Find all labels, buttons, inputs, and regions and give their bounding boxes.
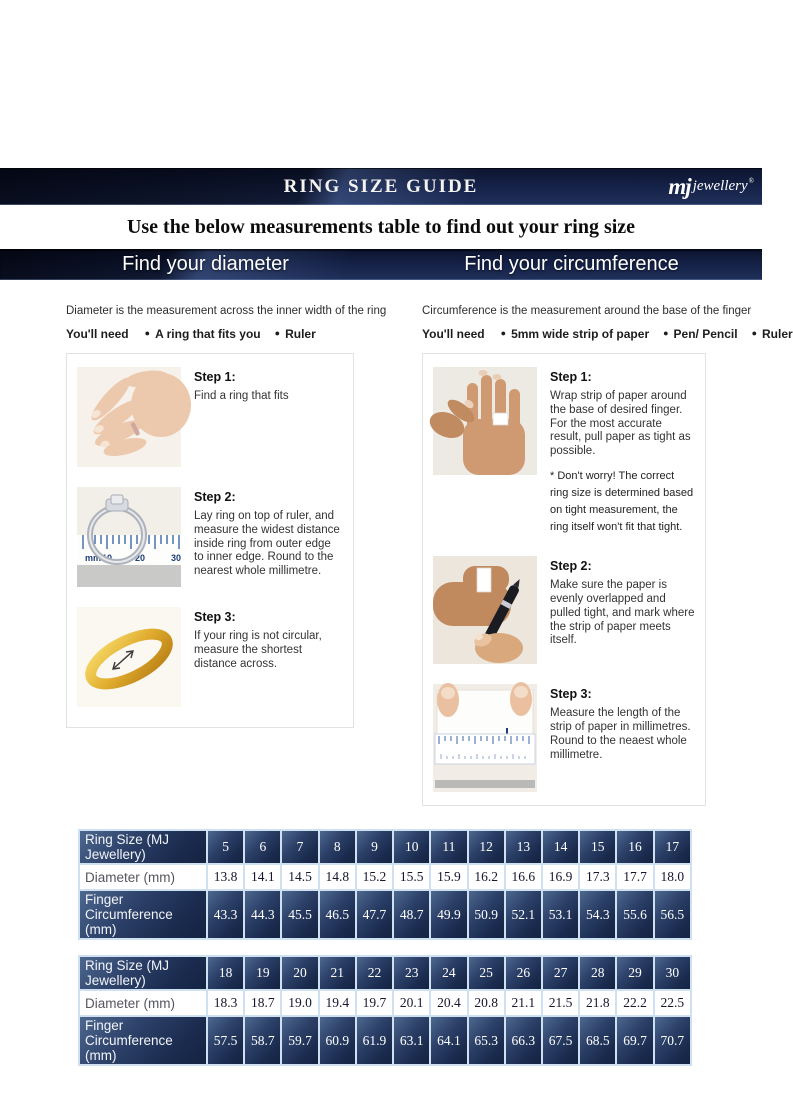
value-cell: 63.1 <box>393 1016 430 1065</box>
diameter-step-2 <box>77 487 343 587</box>
value-cell: 61.9 <box>356 1016 393 1065</box>
value-cell: 13.8 <box>207 864 244 890</box>
top-whitespace <box>0 0 762 168</box>
gold-ring-photo <box>77 607 181 707</box>
bullet-icon: ● <box>500 328 507 338</box>
need-item-label: Ruler <box>285 327 316 341</box>
value-cell: 22.2 <box>616 990 653 1016</box>
value-cell: 20.1 <box>393 990 430 1016</box>
value-cell: 19.0 <box>281 990 318 1016</box>
value-cell: 16 <box>616 830 653 864</box>
header-bar <box>0 168 762 205</box>
table-row <box>79 830 691 864</box>
value-cell: 50.9 <box>468 890 505 939</box>
step-body: If your ring is not circular, measure the shortest distance across. <box>194 630 322 670</box>
value-cell: 14.8 <box>319 864 356 890</box>
ring-on-ruler-photo <box>77 487 181 587</box>
value-cell: 15.2 <box>356 864 393 890</box>
step-body: Make sure the paper is evenly overlapped and pulled tight, and mark where the strip of paper meets itself. <box>550 579 695 647</box>
need-item-label: 5mm wide strip of paper <box>511 327 650 341</box>
table-row <box>79 956 691 990</box>
bullet-icon: ● <box>663 328 669 338</box>
circumference-need-line <box>422 327 793 341</box>
value-cell: 69.7 <box>616 1016 653 1065</box>
svg-text:mm: mm <box>85 553 102 563</box>
need-label: You'll need <box>422 327 485 341</box>
value-cell: 25 <box>468 956 505 990</box>
circumference-column <box>422 305 793 806</box>
value-cell: 23 <box>393 956 430 990</box>
value-cell: 55.6 <box>616 890 653 939</box>
row-label: Ring Size (MJ Jewellery) <box>79 830 207 864</box>
row-label: Finger Circumference (mm) <box>79 890 207 939</box>
value-cell: 21.8 <box>579 990 616 1016</box>
step-title: Step 2: <box>550 559 592 574</box>
circumference-step-2 <box>433 556 695 664</box>
value-cell: 14.1 <box>244 864 281 890</box>
paper-wrap-photo <box>433 367 537 536</box>
value-cell: 60.9 <box>319 1016 356 1065</box>
brand-logo <box>668 168 754 205</box>
step-text <box>550 367 695 536</box>
value-cell: 11 <box>430 830 467 864</box>
diameter-step-3 <box>77 607 343 707</box>
step-body: Find a ring that fits <box>194 390 289 402</box>
diameter-column <box>66 305 387 806</box>
value-cell: 14.5 <box>281 864 318 890</box>
guide-columns <box>0 280 793 806</box>
step-text <box>194 487 343 587</box>
value-cell: 14 <box>542 830 579 864</box>
ring-size-table-1 <box>78 829 692 940</box>
value-cell: 18.3 <box>207 990 244 1016</box>
value-cell: 43.3 <box>207 890 244 939</box>
ring-size-table-2 <box>78 955 692 1066</box>
value-cell: 19 <box>244 956 281 990</box>
value-cell: 15.9 <box>430 864 467 890</box>
table-row <box>79 1016 691 1065</box>
registered-trademark-icon: ® <box>748 177 754 185</box>
step-title: Step 1: <box>194 370 236 384</box>
value-cell: 24 <box>430 956 467 990</box>
step-text <box>194 367 343 467</box>
step-text <box>550 684 695 792</box>
value-cell: 15 <box>579 830 616 864</box>
svg-text:10: 10 <box>102 553 113 563</box>
value-cell: 70.7 <box>654 1016 691 1065</box>
table-row <box>79 890 691 939</box>
value-cell: 56.5 <box>654 890 691 939</box>
pen-mark-photo <box>433 556 537 664</box>
need-item <box>145 327 261 341</box>
value-cell: 21.5 <box>542 990 579 1016</box>
need-item <box>663 327 737 341</box>
table-row <box>79 864 691 890</box>
value-cell: 22.5 <box>654 990 691 1016</box>
subtitle-text: Use the below measurements table to find out your ring size <box>126 215 636 238</box>
step-title: Step 3: <box>550 687 592 702</box>
value-cell: 47.7 <box>356 890 393 939</box>
need-item <box>752 327 793 341</box>
value-cell: 64.1 <box>430 1016 467 1065</box>
row-label: Diameter (mm) <box>79 864 207 890</box>
table-row <box>79 990 691 1016</box>
value-cell: 16.2 <box>468 864 505 890</box>
value-cell: 18.0 <box>654 864 691 890</box>
step-title: Step 2: <box>194 490 236 504</box>
value-cell: 27 <box>542 956 579 990</box>
value-cell: 45.5 <box>281 890 318 939</box>
logo-jewellery-text: jewellery <box>692 178 748 194</box>
row-label: Diameter (mm) <box>79 990 207 1016</box>
svg-text:20: 20 <box>135 553 146 563</box>
section-header-bar <box>0 249 762 280</box>
step-body: Measure the length of the strip of paper in millimetres. Round to the neaest whole millimetre. <box>550 707 691 761</box>
value-cell: 53.1 <box>542 890 579 939</box>
value-cell: 12 <box>468 830 505 864</box>
value-cell: 5 <box>207 830 244 864</box>
value-cell: 16.9 <box>542 864 579 890</box>
value-cell: 21 <box>319 956 356 990</box>
step-text <box>550 556 695 664</box>
value-cell: 20.4 <box>430 990 467 1016</box>
need-item-label: Ruler <box>762 327 793 341</box>
value-cell: 18.7 <box>244 990 281 1016</box>
value-cell: 21.1 <box>505 990 542 1016</box>
value-cell: 19.4 <box>319 990 356 1016</box>
value-cell: 29 <box>616 956 653 990</box>
circumference-step-1 <box>433 367 695 536</box>
need-label: You'll need <box>66 327 129 341</box>
value-cell: 68.5 <box>579 1016 616 1065</box>
value-cell: 17.3 <box>579 864 616 890</box>
value-cell: 49.9 <box>430 890 467 939</box>
bullet-icon: ● <box>274 328 281 338</box>
value-cell: 26 <box>505 956 542 990</box>
value-cell: 16.6 <box>505 864 542 890</box>
need-item-label: Pen/ Pencil <box>673 327 738 341</box>
step-body: Wrap strip of paper around the base of desired finger. For the most accurate result, pull paper as tight as possible. <box>550 390 691 458</box>
section-title-circumference: Find your circumference <box>464 253 679 275</box>
value-cell: 28 <box>579 956 616 990</box>
value-cell: 58.7 <box>244 1016 281 1065</box>
value-cell: 46.5 <box>319 890 356 939</box>
page-title: RING SIZE GUIDE <box>283 175 479 197</box>
value-cell: 65.3 <box>468 1016 505 1065</box>
value-cell: 48.7 <box>393 890 430 939</box>
value-cell: 66.3 <box>505 1016 542 1065</box>
circumference-intro: Circumference is the measurement around the base of the finger <box>422 305 752 317</box>
value-cell: 17.7 <box>616 864 653 890</box>
subtitle-band <box>0 205 762 249</box>
value-cell: 54.3 <box>579 890 616 939</box>
value-cell: 10 <box>393 830 430 864</box>
need-item <box>275 327 316 341</box>
value-cell: 20 <box>281 956 318 990</box>
logo-mj-text: mj <box>668 173 691 199</box>
svg-text:30: 30 <box>171 553 182 563</box>
value-cell: 57.5 <box>207 1016 244 1065</box>
value-cell: 9 <box>356 830 393 864</box>
value-cell: 19.7 <box>356 990 393 1016</box>
value-cell: 17 <box>654 830 691 864</box>
row-label: Finger Circumference (mm) <box>79 1016 207 1065</box>
step-title: Step 3: <box>194 610 236 624</box>
value-cell: 20.8 <box>468 990 505 1016</box>
value-cell: 44.3 <box>244 890 281 939</box>
bullet-icon: ● <box>144 328 151 338</box>
value-cell: 52.1 <box>505 890 542 939</box>
need-item <box>501 327 649 341</box>
need-item-label: A ring that fits you <box>155 327 261 341</box>
diameter-steps-box <box>66 353 354 728</box>
value-cell: 59.7 <box>281 1016 318 1065</box>
ruler-measure-photo <box>433 684 537 792</box>
value-cell: 6 <box>244 830 281 864</box>
value-cell: 8 <box>319 830 356 864</box>
step-note: * Don't worry! The correct ring size is determined based on tight measurement, the ring itself won't fit that tight. <box>550 469 694 534</box>
step-title: Step 1: <box>550 370 592 384</box>
value-cell: 67.5 <box>542 1016 579 1065</box>
hand-with-ring-photo <box>77 367 181 467</box>
value-cell: 7 <box>281 830 318 864</box>
circumference-steps-box <box>422 353 706 806</box>
step-body: Lay ring on top of ruler, and measure the widest distance inside ring from outer edge to inner edge. Round to the nearest whole millimetre. <box>194 510 340 578</box>
diameter-step-1 <box>77 367 343 467</box>
diameter-need-line <box>66 327 354 341</box>
circumference-step-3 <box>433 684 695 792</box>
value-cell: 15.5 <box>393 864 430 890</box>
bullet-icon: ● <box>751 328 758 338</box>
value-cell: 22 <box>356 956 393 990</box>
row-label: Ring Size (MJ Jewellery) <box>79 956 207 990</box>
diameter-intro: Diameter is the measurement across the inner width of the ring <box>66 305 387 317</box>
step-text <box>194 607 343 707</box>
value-cell: 30 <box>654 956 691 990</box>
value-cell: 13 <box>505 830 542 864</box>
section-title-diameter: Find your diameter <box>122 253 289 275</box>
value-cell: 18 <box>207 956 244 990</box>
